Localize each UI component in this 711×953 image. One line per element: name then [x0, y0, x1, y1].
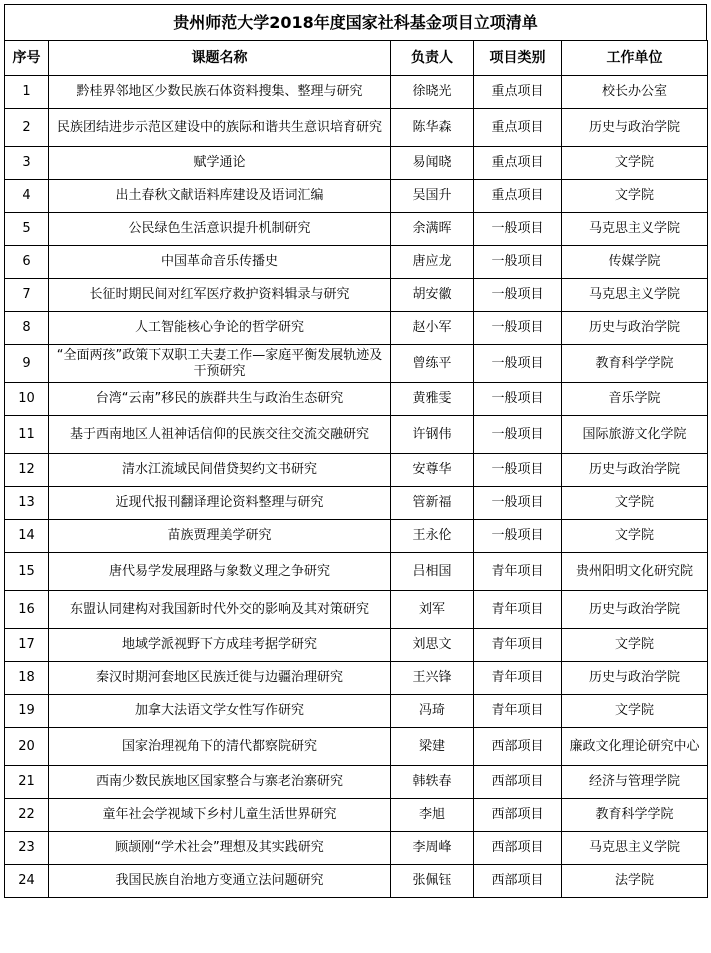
cell-leader: 梁建	[391, 728, 474, 766]
cell-index: 14	[5, 520, 49, 553]
cell-unit: 文学院	[562, 695, 708, 728]
cell-topic: 清水江流域民间借贷契约文书研究	[49, 454, 391, 487]
cell-index: 6	[5, 246, 49, 279]
table-row	[5, 213, 708, 246]
sheet-title: 贵州师范大学2018年度国家社科基金项目立项清单	[4, 4, 707, 40]
cell-category: 青年项目	[474, 591, 562, 629]
table-row	[5, 487, 708, 520]
table-row	[5, 147, 708, 180]
cell-leader: 李周峰	[391, 832, 474, 865]
cell-category: 青年项目	[474, 695, 562, 728]
cell-unit: 历史与政治学院	[562, 109, 708, 147]
cell-leader: 管新福	[391, 487, 474, 520]
table-row	[5, 520, 708, 553]
cell-topic: 苗族贾理美学研究	[49, 520, 391, 553]
cell-index: 9	[5, 345, 49, 383]
cell-unit: 马克思主义学院	[562, 213, 708, 246]
cell-topic: 出土春秋文献语料库建设及语词汇编	[49, 180, 391, 213]
cell-topic: 加拿大法语文学女性写作研究	[49, 695, 391, 728]
cell-topic: 基于西南地区人祖神话信仰的民族交往交流交融研究	[49, 416, 391, 454]
table-row	[5, 695, 708, 728]
cell-index: 18	[5, 662, 49, 695]
table-row	[5, 312, 708, 345]
cell-category: 一般项目	[474, 454, 562, 487]
cell-leader: 刘军	[391, 591, 474, 629]
table-row	[5, 591, 708, 629]
cell-topic: “全面两孩”政策下双职工夫妻工作—家庭平衡发展轨迹及干预研究	[49, 345, 391, 383]
cell-category: 西部项目	[474, 766, 562, 799]
cell-index: 13	[5, 487, 49, 520]
cell-index: 19	[5, 695, 49, 728]
table-row	[5, 799, 708, 832]
cell-leader: 吴国升	[391, 180, 474, 213]
header-cell-unit: 工作单位	[562, 41, 708, 76]
cell-index: 24	[5, 865, 49, 898]
cell-leader: 王兴锋	[391, 662, 474, 695]
table-row	[5, 416, 708, 454]
cell-leader: 徐晓光	[391, 76, 474, 109]
cell-unit: 传媒学院	[562, 246, 708, 279]
table-row	[5, 766, 708, 799]
cell-index: 16	[5, 591, 49, 629]
table-row	[5, 383, 708, 416]
cell-topic: 秦汉时期河套地区民族迁徙与边疆治理研究	[49, 662, 391, 695]
cell-index: 17	[5, 629, 49, 662]
cell-index: 8	[5, 312, 49, 345]
cell-topic: 国家治理视角下的清代都察院研究	[49, 728, 391, 766]
cell-category: 一般项目	[474, 213, 562, 246]
cell-unit: 音乐学院	[562, 383, 708, 416]
cell-leader: 刘思文	[391, 629, 474, 662]
cell-leader: 赵小军	[391, 312, 474, 345]
cell-index: 7	[5, 279, 49, 312]
cell-unit: 校长办公室	[562, 76, 708, 109]
cell-unit: 教育科学学院	[562, 345, 708, 383]
cell-category: 一般项目	[474, 416, 562, 454]
cell-category: 一般项目	[474, 312, 562, 345]
cell-leader: 韩轶春	[391, 766, 474, 799]
cell-index: 2	[5, 109, 49, 147]
cell-unit: 文学院	[562, 147, 708, 180]
spreadsheet	[0, 4, 711, 953]
project-table	[4, 40, 708, 898]
cell-index: 5	[5, 213, 49, 246]
cell-unit: 经济与管理学院	[562, 766, 708, 799]
cell-topic: 唐代易学发展理路与象数义理之争研究	[49, 553, 391, 591]
cell-index: 10	[5, 383, 49, 416]
cell-topic: 人工智能核心争论的哲学研究	[49, 312, 391, 345]
cell-topic: 东盟认同建构对我国新时代外交的影响及其对策研究	[49, 591, 391, 629]
cell-unit: 文学院	[562, 487, 708, 520]
header-cell-index: 序号	[5, 41, 49, 76]
cell-unit: 历史与政治学院	[562, 454, 708, 487]
cell-category: 西部项目	[474, 865, 562, 898]
cell-unit: 马克思主义学院	[562, 279, 708, 312]
cell-leader: 冯琦	[391, 695, 474, 728]
table-row	[5, 553, 708, 591]
cell-topic: 民族团结进步示范区建设中的族际和谐共生意识培育研究	[49, 109, 391, 147]
cell-topic: 近现代报刊翻译理论资料整理与研究	[49, 487, 391, 520]
header-cell-leader: 负责人	[391, 41, 474, 76]
cell-category: 青年项目	[474, 662, 562, 695]
cell-index: 15	[5, 553, 49, 591]
cell-leader: 余满晖	[391, 213, 474, 246]
cell-index: 12	[5, 454, 49, 487]
cell-leader: 王永伦	[391, 520, 474, 553]
cell-category: 一般项目	[474, 487, 562, 520]
table-row	[5, 865, 708, 898]
cell-index: 22	[5, 799, 49, 832]
cell-category: 重点项目	[474, 109, 562, 147]
table-row	[5, 662, 708, 695]
table-row	[5, 109, 708, 147]
cell-index: 3	[5, 147, 49, 180]
cell-category: 西部项目	[474, 799, 562, 832]
cell-category: 重点项目	[474, 180, 562, 213]
table-row	[5, 180, 708, 213]
cell-unit: 文学院	[562, 629, 708, 662]
cell-unit: 文学院	[562, 180, 708, 213]
table-row	[5, 76, 708, 109]
cell-category: 西部项目	[474, 832, 562, 865]
cell-leader: 许钢伟	[391, 416, 474, 454]
table-row	[5, 832, 708, 865]
cell-category: 重点项目	[474, 147, 562, 180]
cell-topic: 公民绿色生活意识提升机制研究	[49, 213, 391, 246]
cell-category: 一般项目	[474, 246, 562, 279]
header-cell-category: 项目类别	[474, 41, 562, 76]
cell-category: 西部项目	[474, 728, 562, 766]
cell-leader: 吕相国	[391, 553, 474, 591]
cell-leader: 曾练平	[391, 345, 474, 383]
cell-category: 一般项目	[474, 383, 562, 416]
table-row	[5, 728, 708, 766]
table-row	[5, 454, 708, 487]
cell-index: 11	[5, 416, 49, 454]
table-row	[5, 629, 708, 662]
cell-topic: 长征时期民间对红军医疗救护资料辑录与研究	[49, 279, 391, 312]
cell-unit: 法学院	[562, 865, 708, 898]
cell-unit: 马克思主义学院	[562, 832, 708, 865]
cell-leader: 易闻晓	[391, 147, 474, 180]
cell-unit: 廉政文化理论研究中心	[562, 728, 708, 766]
cell-category: 一般项目	[474, 345, 562, 383]
cell-unit: 历史与政治学院	[562, 591, 708, 629]
table-row	[5, 345, 708, 383]
cell-leader: 李旭	[391, 799, 474, 832]
table-row	[5, 246, 708, 279]
cell-index: 23	[5, 832, 49, 865]
cell-leader: 黄雅雯	[391, 383, 474, 416]
cell-category: 一般项目	[474, 520, 562, 553]
cell-category: 重点项目	[474, 76, 562, 109]
cell-topic: 地域学派视野下方成珪考据学研究	[49, 629, 391, 662]
header-cell-topic: 课题名称	[49, 41, 391, 76]
cell-topic: 西南少数民族地区国家整合与寨老治寨研究	[49, 766, 391, 799]
cell-topic: 中国革命音乐传播史	[49, 246, 391, 279]
cell-index: 4	[5, 180, 49, 213]
cell-topic: 童年社会学视域下乡村儿童生活世界研究	[49, 799, 391, 832]
cell-topic: 赋学通论	[49, 147, 391, 180]
cell-index: 20	[5, 728, 49, 766]
cell-category: 青年项目	[474, 629, 562, 662]
cell-unit: 历史与政治学院	[562, 662, 708, 695]
cell-unit: 教育科学学院	[562, 799, 708, 832]
table-row	[5, 279, 708, 312]
cell-unit: 文学院	[562, 520, 708, 553]
table-body	[5, 76, 708, 898]
cell-index: 1	[5, 76, 49, 109]
cell-unit: 历史与政治学院	[562, 312, 708, 345]
cell-unit: 国际旅游文化学院	[562, 416, 708, 454]
cell-category: 一般项目	[474, 279, 562, 312]
cell-leader: 陈华森	[391, 109, 474, 147]
cell-index: 21	[5, 766, 49, 799]
cell-leader: 张佩钰	[391, 865, 474, 898]
cell-topic: 顾颉刚“学术社会”理想及其实践研究	[49, 832, 391, 865]
cell-topic: 我国民族自治地方变通立法问题研究	[49, 865, 391, 898]
cell-leader: 唐应龙	[391, 246, 474, 279]
cell-topic: 台湾“云南”移民的族群共生与政治生态研究	[49, 383, 391, 416]
cell-topic: 黔桂界邻地区少数民族石体资料搜集、整理与研究	[49, 76, 391, 109]
cell-leader: 安尊华	[391, 454, 474, 487]
cell-category: 青年项目	[474, 553, 562, 591]
cell-leader: 胡安徽	[391, 279, 474, 312]
cell-unit: 贵州阳明文化研究院	[562, 553, 708, 591]
header-row	[5, 41, 708, 76]
